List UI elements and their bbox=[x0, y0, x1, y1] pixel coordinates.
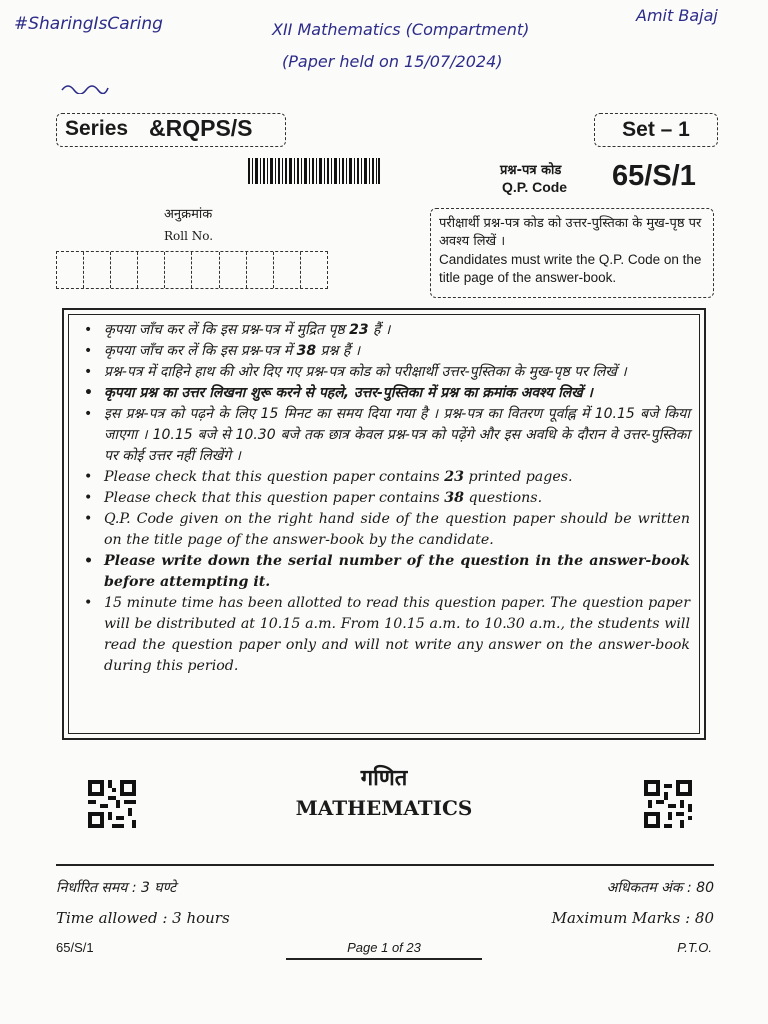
handwritten-tag: #SharingIsCaring bbox=[14, 14, 163, 34]
roll-digit-box[interactable] bbox=[220, 252, 247, 288]
instruction-hindi-time: • इस प्रश्न-पत्र को पढ़ने के लिए 15 मिनट का समय दिया गया है । प्रश्न-पत्र का वितरण पूर्वाह्न में 10.15 बजे किया जाएगा । 10.15 बजे से 10.30 बजे तक छात्र केवल प्रश्न-पत्र को पढ़ेंगे और इस अवधि के दौरान वे उत्तर-पुस्तिका पर कोई उत्तर नहीं लिखेंगे । bbox=[104, 404, 690, 467]
series-label: Series bbox=[65, 117, 129, 140]
pto-label: P.T.O. bbox=[677, 940, 712, 955]
time-allowed-hindi: निर्धारित समय : 3 घण्टे bbox=[56, 880, 177, 896]
handwritten-author: Amit Bajaj bbox=[636, 6, 718, 25]
instruction-hindi-questions: • कृपया जाँच कर लें कि इस प्रश्न-पत्र में 38 प्रश्न हैं । bbox=[104, 341, 690, 362]
instruction-qp-code: • Q.P. Code given on the right hand side of the question paper should be written on the title page of the answer-book by the candidate. bbox=[104, 509, 690, 551]
instruction-hindi-pages: • कृपया जाँच कर लें कि इस प्रश्न-पत्र में मुद्रित पृष्ठ 23 हैं । bbox=[104, 320, 690, 341]
roll-digit-box[interactable] bbox=[247, 252, 274, 288]
candidate-note: Candidates must write the Q.P. Code on the title page of the answer-book. bbox=[439, 252, 702, 285]
barcode bbox=[248, 158, 380, 184]
subject-title: MATHEMATICS bbox=[295, 796, 473, 820]
roll-number-boxes[interactable] bbox=[56, 251, 328, 289]
subject-title-hindi: गणित bbox=[360, 766, 408, 791]
instruction-time: • 15 minute time has been allotted to read this question paper. The question paper will be distributed at 10.15 a.m. From 10.15 a.m. to 10.30 a.m., the students will read the question paper only and will not write any answer on the answer-book during this period. bbox=[104, 593, 690, 677]
instruction-serial: • Please write down the serial number of the question in the answer-book before attempting it. bbox=[104, 551, 690, 593]
instruction-hindi-qp-code: • प्रश्न-पत्र में दाहिने हाथ की ओर दिए गए प्रश्न-पत्र कोड को परीक्षार्थी उत्तर-पुस्तिका के मुख-पृष्ठ पर लिखें । bbox=[104, 362, 690, 383]
series-box bbox=[56, 113, 286, 147]
roll-label: Roll No. bbox=[164, 229, 214, 243]
set-box: Set – 1 bbox=[594, 113, 718, 147]
qp-code-label-hindi: प्रश्न-पत्र कोड bbox=[500, 163, 562, 178]
instruction-pages: • Please check that this question paper contains 23 printed pages. bbox=[104, 467, 690, 488]
instructions-box bbox=[62, 308, 706, 740]
series-value: &RQPS/S bbox=[149, 115, 253, 141]
handwritten-title: XII Mathematics (Compartment) bbox=[272, 20, 530, 39]
roll-digit-box[interactable] bbox=[84, 252, 111, 288]
candidate-note-box bbox=[430, 208, 714, 298]
max-marks-hindi: अधिकतम अंक : 80 bbox=[606, 880, 714, 896]
squiggle-mark bbox=[60, 80, 110, 94]
footer-qp-code: 65/S/1 bbox=[56, 940, 94, 955]
roll-digit-box[interactable] bbox=[111, 252, 138, 288]
handwritten-date: (Paper held on 15/07/2024) bbox=[282, 52, 503, 71]
qp-code: 65/S/1 bbox=[612, 160, 696, 192]
roll-digit-box[interactable] bbox=[274, 252, 301, 288]
roll-digit-box[interactable] bbox=[301, 252, 327, 288]
qp-code-label: Q.P. Code bbox=[502, 179, 568, 195]
time-allowed: Time allowed : 3 hours bbox=[56, 909, 230, 927]
roll-digit-box[interactable] bbox=[192, 252, 219, 288]
page-number-underline bbox=[286, 958, 482, 960]
instructions-list bbox=[64, 310, 704, 677]
roll-digit-box[interactable] bbox=[138, 252, 165, 288]
candidate-note-hindi: परीक्षार्थी प्रश्न-पत्र कोड को उत्तर-पुस्तिका के मुख-पृष्ठ पर अवश्य लिखें । bbox=[439, 216, 702, 249]
instruction-hindi-serial: • कृपया प्रश्न का उत्तर लिखना शुरू करने से पहले, उत्तर-पुस्तिका में प्रश्न का क्रमांक अवश्य लिखें । bbox=[104, 383, 690, 404]
page-number: Page 1 of 23 bbox=[347, 940, 421, 955]
instruction-questions: • Please check that this question paper contains 38 questions. bbox=[104, 488, 690, 509]
roll-digit-box[interactable] bbox=[165, 252, 192, 288]
roll-label-hindi: अनुक्रमांक bbox=[164, 207, 213, 222]
roll-digit-box[interactable] bbox=[57, 252, 84, 288]
max-marks: Maximum Marks : 80 bbox=[551, 909, 714, 927]
divider bbox=[56, 864, 714, 866]
